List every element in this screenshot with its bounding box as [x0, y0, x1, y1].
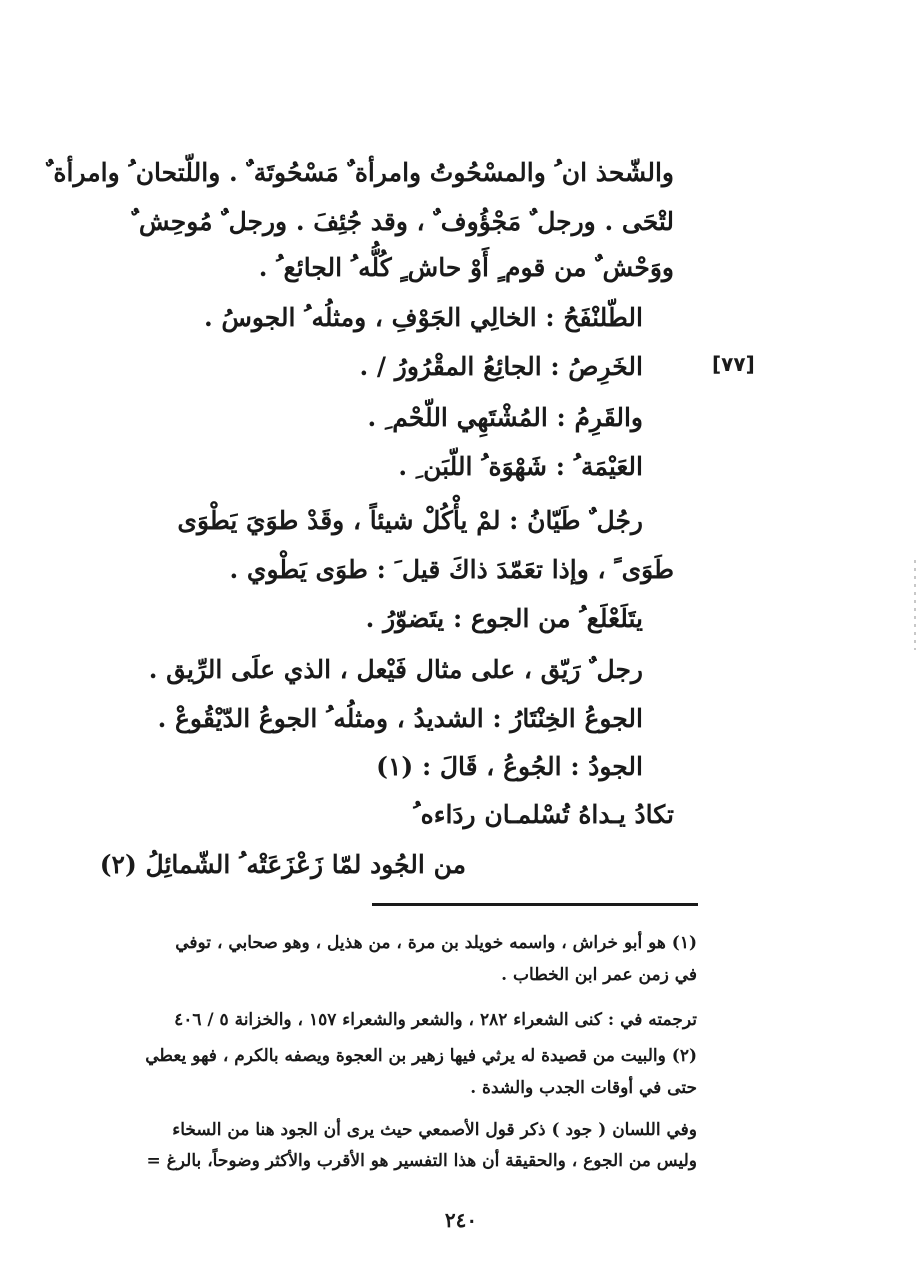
body-line-4: الطّلنْفَحُ : الخالِي الجَوْفِ ، ومثلُه ُ الجوسُ .: [203, 303, 643, 332]
body-line-6: والقَرِمُ : المُشْتَهِي اللّحْم ِ .: [367, 403, 643, 432]
body-line-9: طَوَى ً ، وإذا تعَمّدَ ذاكَ قيل َ : طوَى يَطْوي .: [229, 555, 674, 584]
body-line-1: والشّحذ ان ُ والمسْحُوتُ وامرأة ٌ مَسْحُوتَة ٌ . واللّتحان ُ وامرأة ٌ: [46, 158, 674, 187]
body-line-11: رجل ٌ رَيّق ، على مثال فَيْعل ، الذي علَى الرِّيق .: [148, 655, 643, 684]
body-line-13: الجودُ : الجُوعُ ، قَالَ : (١): [376, 752, 643, 781]
body-line-12: الجوعُ الخِنْتَارُ : الشديدُ ، ومثلُه ُ الجوعُ الدّيْقُوعْ .: [157, 704, 643, 733]
footnote-line-2: في زمن عمر ابن الخطاب .: [501, 965, 697, 985]
footnote-line-3: ترجمته في : كنى الشعراء ٢٨٢ ، والشعر والشعراء ١٥٧ ، والخزانة ٥ / ٤٠٦: [174, 1010, 697, 1030]
body-line-5: الخَرِصُ : الجائِعُ المقْرُورُ / .: [359, 352, 643, 381]
body-line-3: ووَحْش ٌ من قوم ٍ أَوْ حاش ٍ كُلُّه ُ الجائع ُ .: [258, 253, 674, 282]
body-line-2: لتْحَى . ورجل ٌ مَجْؤُوف ٌ ، وقد جُئِفَ . ورجل ٌ مُوحِش ٌ: [131, 207, 674, 236]
footnote-line-6: وفي اللسان ( جود ) ذكر قول الأصمعي حيث يرى أن الجود هنا من السخاء: [172, 1120, 697, 1140]
scan-artifact: [914, 560, 916, 650]
page-number: ٢٤٠: [444, 1208, 478, 1232]
verse-hemistich-1: تكادُ يـداهُ تُسْلمـان ردَاءه ُ: [413, 800, 674, 829]
body-line-10: يتَلَعْلَع ُ من الجوع : يتَضوّرُ .: [365, 604, 643, 633]
footnote-line-1: (١) هو أبو خراش ، واسمه خويلد بن مرة ، من هذيل ، وهو صحابي ، توفي: [175, 933, 697, 953]
footnote-separator: [372, 903, 698, 906]
body-line-7: العَيْمَة ُ : شَهْوَة ُ اللّبَن ِ .: [398, 452, 643, 481]
footnote-line-4: (٢) والبيت من قصيدة له يرثي فيها زهير بن العجوة ويصفه بالكرم ، فهو يعطي: [145, 1046, 697, 1066]
footnote-line-7: وليس من الجوع ، والحقيقة أن هذا التفسير هو الأقرب والأكثر وضوحاً، بالرغ =: [146, 1151, 697, 1171]
body-line-8: رجُل ٌ طَيّانُ : لمْ يأْكُلْ شيئاً ، وقَدْ طوَيَ يَطْوَى: [177, 506, 643, 535]
footnote-line-5: حتى في أوقات الجدب والشدة .: [470, 1078, 697, 1098]
verse-hemistich-2: من الجُود لمّا زَعْزَعَتْه ُ الشّمائِلُ (٢): [99, 850, 466, 879]
margin-page-marker: [٧٧]: [712, 352, 755, 376]
